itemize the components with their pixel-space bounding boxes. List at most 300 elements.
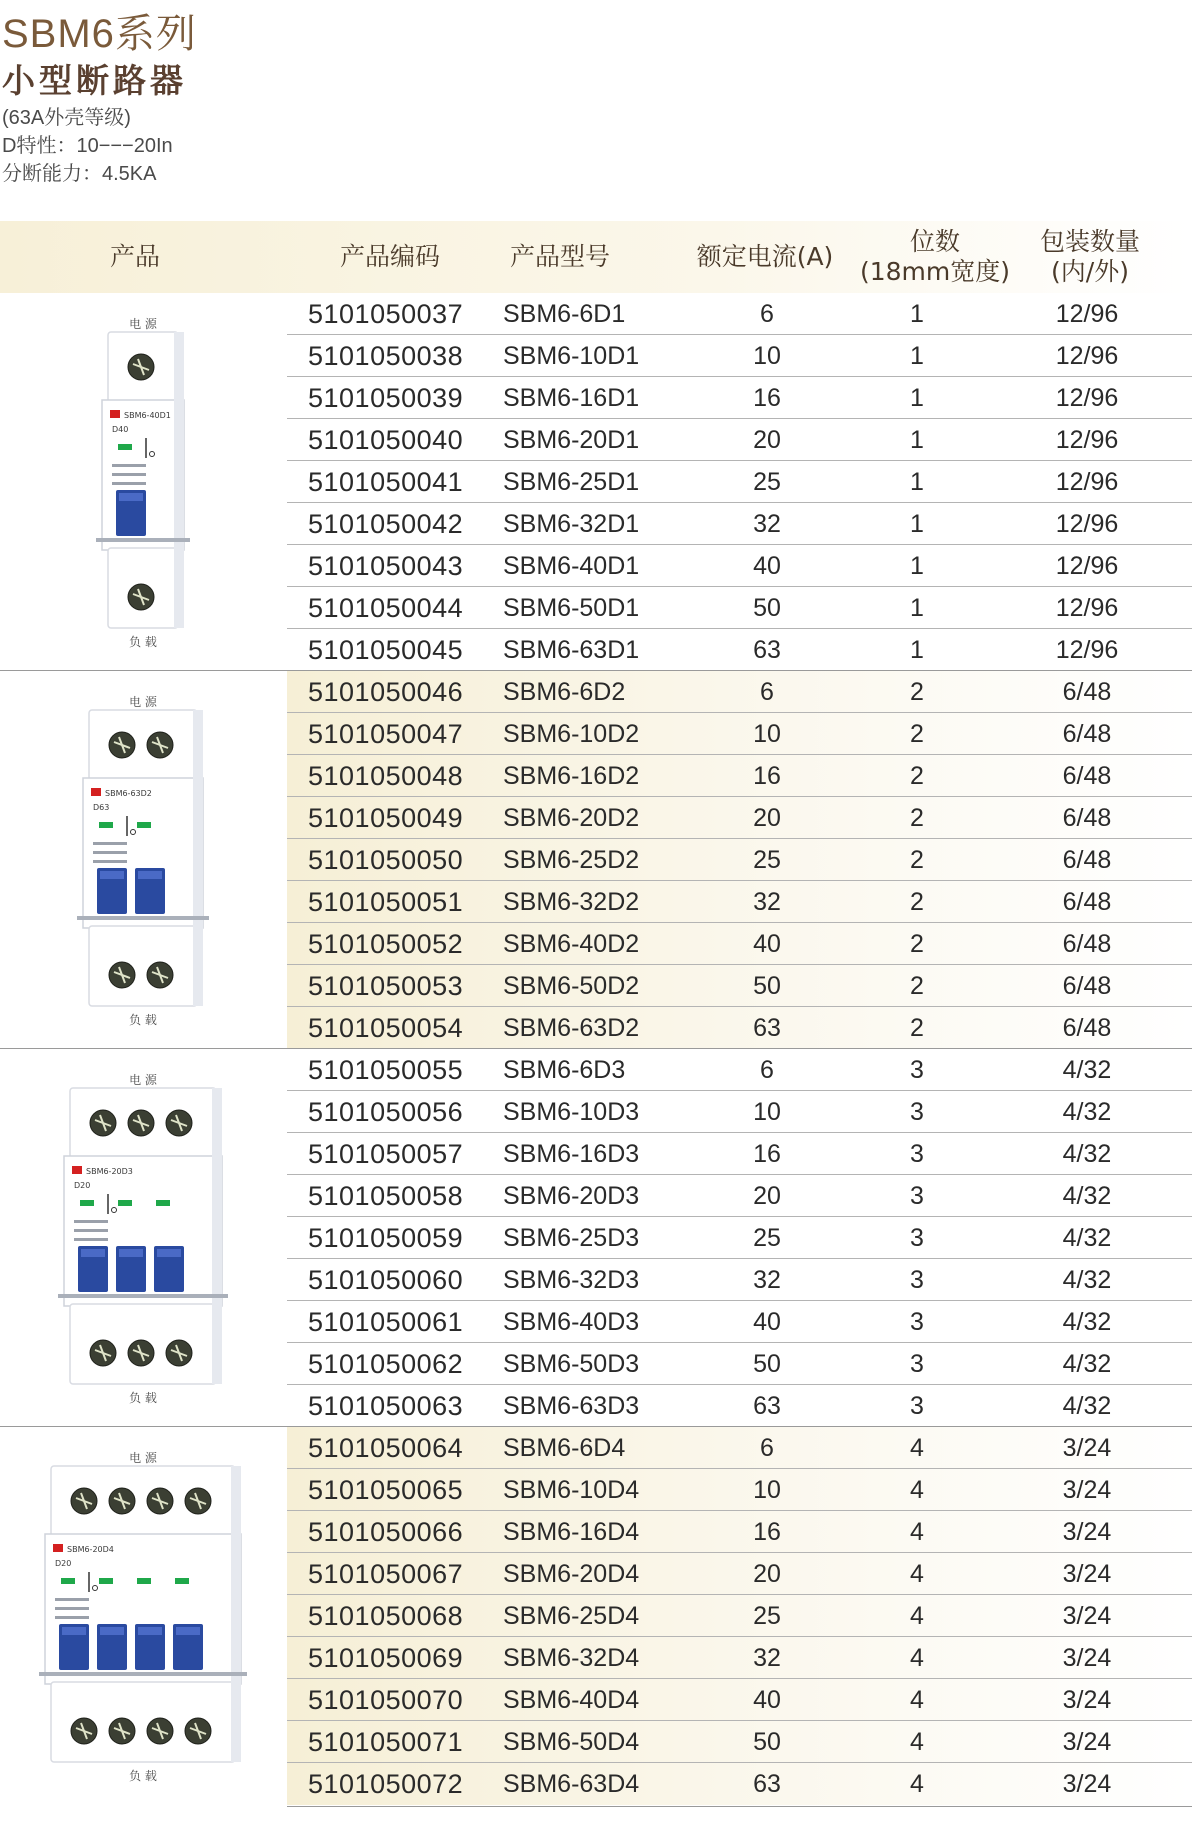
product-code-cell: 5101050061 <box>308 1306 464 1337</box>
product-code-cell: 5101050056 <box>308 1096 464 1127</box>
rated-current-cell: 6 <box>760 1433 774 1462</box>
product-model-cell: SBM6-6D2 <box>503 677 626 706</box>
breaker-rating-label: D40 <box>111 425 128 434</box>
product-code-cell: 5101050058 <box>308 1180 464 1211</box>
table-row <box>287 545 1192 587</box>
table-bottom-rule <box>287 1806 1192 1807</box>
product-model-cell: SBM6-20D3 <box>503 1181 640 1210</box>
product-model-cell: SBM6-16D4 <box>503 1517 640 1546</box>
poles-cell: 1 <box>910 341 924 370</box>
breaker-rating-label: D20 <box>73 1181 90 1190</box>
packing-qty-cell: 4/32 <box>1062 1223 1112 1252</box>
toggle-highlight <box>62 1627 86 1635</box>
din-rail <box>39 1672 247 1676</box>
toggle-highlight <box>176 1627 200 1635</box>
table-row <box>287 1133 1192 1175</box>
poles-cell: 2 <box>910 677 924 706</box>
product-model-cell: SBM6-6D3 <box>503 1055 626 1084</box>
breaker-line-label: 电 源 <box>128 1451 157 1465</box>
table-row <box>287 1679 1192 1721</box>
packing-qty-cell: 4/32 <box>1062 1181 1112 1210</box>
table-row <box>287 881 1192 923</box>
rated-current-cell: 40 <box>753 551 781 580</box>
product-code-cell: 5101050071 <box>308 1726 464 1757</box>
product-code-cell: 5101050053 <box>308 970 464 1001</box>
table-row <box>287 1511 1192 1553</box>
rated-current-cell: 32 <box>753 1265 781 1294</box>
poles-cell: 2 <box>910 845 924 874</box>
breaker-illustration <box>35 1446 251 1786</box>
product-model-cell: SBM6-50D1 <box>503 593 640 622</box>
packing-qty-cell: 4/32 <box>1062 1139 1112 1168</box>
rated-current-cell: 50 <box>753 1349 781 1378</box>
product-model-cell: SBM6-63D3 <box>503 1391 640 1420</box>
poles-cell: 4 <box>910 1433 924 1462</box>
status-indicator-icon <box>137 822 151 828</box>
spec-text-lines <box>74 1220 108 1223</box>
table-row <box>287 503 1192 545</box>
table-row <box>287 629 1192 671</box>
brand-logo-icon <box>91 788 101 796</box>
spec-breaking-capacity: 分断能力：4.5KA <box>2 163 157 185</box>
product-code-cell: 5101050050 <box>308 844 464 875</box>
product-model-cell: SBM6-20D4 <box>503 1559 640 1588</box>
table-row <box>287 1763 1192 1805</box>
rated-current-cell: 25 <box>753 467 781 496</box>
status-indicator-icon <box>99 1578 113 1584</box>
spec-text-lines <box>55 1616 89 1619</box>
rated-current-cell: 16 <box>753 1517 781 1546</box>
rated-current-cell: 6 <box>760 1055 774 1084</box>
poles-cell: 4 <box>910 1559 924 1588</box>
toggle-highlight <box>100 871 124 879</box>
breaker-illustration <box>73 690 213 1030</box>
product-code-cell: 5101050041 <box>308 466 464 497</box>
product-code-cell: 5101050060 <box>308 1264 464 1295</box>
packing-qty-cell: 4/32 <box>1062 1097 1112 1126</box>
product-code-cell: 5101050059 <box>308 1222 464 1253</box>
product-code-cell: 5101050043 <box>308 550 464 581</box>
packing-qty-cell: 3/24 <box>1062 1685 1112 1714</box>
poles-cell: 4 <box>910 1475 924 1504</box>
rated-current-cell: 16 <box>753 761 781 790</box>
packing-qty-cell: 3/24 <box>1062 1559 1112 1588</box>
product-model-cell: SBM6-32D3 <box>503 1265 640 1294</box>
product-model-cell: SBM6-50D2 <box>503 971 640 1000</box>
product-code-cell: 5101050039 <box>308 382 464 413</box>
poles-cell: 4 <box>910 1601 924 1630</box>
product-code-cell: 5101050055 <box>308 1054 464 1085</box>
table-row <box>287 1385 1192 1427</box>
packing-qty-cell: 6/48 <box>1062 761 1112 790</box>
packing-qty-cell: 12/96 <box>1055 383 1119 412</box>
packing-qty-cell: 6/48 <box>1062 971 1112 1000</box>
packing-qty-cell: 12/96 <box>1055 551 1119 580</box>
packing-qty-cell: 12/96 <box>1055 509 1119 538</box>
packing-qty-cell: 6/48 <box>1062 803 1112 832</box>
poles-cell: 4 <box>910 1727 924 1756</box>
rated-current-cell: 16 <box>753 1139 781 1168</box>
product-model-cell: SBM6-10D4 <box>503 1475 640 1504</box>
breaker-load-label: 负 载 <box>128 1013 157 1027</box>
table-row <box>287 839 1192 881</box>
product-code-cell: 5101050062 <box>308 1348 464 1379</box>
rated-current-cell: 63 <box>753 635 781 664</box>
spec-text-lines <box>93 842 127 845</box>
product-code-cell: 5101050054 <box>308 1012 464 1043</box>
table-row <box>287 377 1192 419</box>
series-title: SBM6系列 <box>2 12 197 56</box>
packing-qty-cell: 12/96 <box>1055 425 1119 454</box>
poles-cell: 3 <box>910 1265 924 1294</box>
toggle-highlight <box>119 1249 143 1257</box>
packing-qty-cell: 6/48 <box>1062 1013 1112 1042</box>
product-code-cell: 5101050046 <box>308 676 464 707</box>
packing-qty-cell: 4/32 <box>1062 1349 1112 1378</box>
product-code-cell: 5101050047 <box>308 718 464 749</box>
toggle-highlight <box>138 871 162 879</box>
product-model-cell: SBM6-50D3 <box>503 1349 640 1378</box>
product-code-cell: 5101050040 <box>308 424 464 455</box>
product-model-cell: SBM6-63D1 <box>503 635 640 664</box>
poles-cell: 3 <box>910 1349 924 1378</box>
table-row <box>287 797 1192 839</box>
product-group <box>0 1049 1200 1427</box>
packing-qty-cell: 3/24 <box>1062 1727 1112 1756</box>
rated-current-cell: 10 <box>753 719 781 748</box>
poles-cell: 4 <box>910 1517 924 1546</box>
product-model-cell: SBM6-50D4 <box>503 1727 640 1756</box>
toggle-highlight <box>100 1627 124 1635</box>
table-row <box>287 1007 1192 1049</box>
poles-cell: 2 <box>910 761 924 790</box>
poles-cell: 1 <box>910 551 924 580</box>
poles-cell: 4 <box>910 1685 924 1714</box>
packing-qty-cell: 4/32 <box>1062 1307 1112 1336</box>
rated-current-cell: 6 <box>760 677 774 706</box>
packing-qty-cell: 12/96 <box>1055 467 1119 496</box>
rated-current-cell: 40 <box>753 1307 781 1336</box>
table-row <box>287 1175 1192 1217</box>
product-model-cell: SBM6-10D2 <box>503 719 640 748</box>
rated-current-cell: 40 <box>753 929 781 958</box>
product-model-cell: SBM6-40D1 <box>503 551 640 580</box>
packing-qty-cell: 3/24 <box>1062 1475 1112 1504</box>
poles-cell: 2 <box>910 1013 924 1042</box>
product-model-cell: SBM6-25D1 <box>503 467 640 496</box>
rated-current-cell: 63 <box>753 1391 781 1420</box>
toggle-highlight <box>119 493 143 501</box>
table-row <box>287 335 1192 377</box>
product-code-cell: 5101050070 <box>308 1684 464 1715</box>
rated-current-cell: 20 <box>753 803 781 832</box>
1-pole-breaker-icon <box>0 293 285 671</box>
4-pole-breaker-icon <box>0 1427 285 1805</box>
table-row <box>287 1637 1192 1679</box>
status-indicator-icon <box>118 1200 132 1206</box>
rated-current-cell: 6 <box>760 299 774 328</box>
breaker-rating-label: D20 <box>54 1559 71 1568</box>
rated-current-cell: 50 <box>753 971 781 1000</box>
spec-characteristic: D特性：10−−−20In <box>2 135 173 157</box>
product-code-cell: 5101050042 <box>308 508 464 539</box>
spec-text-lines <box>74 1229 108 1232</box>
table-row <box>287 1721 1192 1763</box>
product-name: 小型断路器 <box>2 61 187 100</box>
product-model-cell: SBM6-32D2 <box>503 887 640 916</box>
product-group <box>0 671 1200 1049</box>
spec-text-lines <box>55 1607 89 1610</box>
column-header-poles: 位数 (18mm宽度) <box>859 227 1011 286</box>
rated-current-cell: 50 <box>753 1727 781 1756</box>
product-code-cell: 5101050038 <box>308 340 464 371</box>
table-row <box>287 587 1192 629</box>
rated-current-cell: 20 <box>753 425 781 454</box>
product-model-cell: SBM6-6D4 <box>503 1433 626 1462</box>
product-model-cell: SBM6-32D1 <box>503 509 640 538</box>
poles-cell: 2 <box>910 719 924 748</box>
3-pole-breaker-icon <box>0 1049 285 1427</box>
poles-cell: 3 <box>910 1391 924 1420</box>
column-header-pack: 包装数量 (内/外) <box>1039 227 1140 286</box>
packing-qty-cell: 3/24 <box>1062 1643 1112 1672</box>
product-code-cell: 5101050065 <box>308 1474 464 1505</box>
breaker-line-label: 电 源 <box>128 317 157 331</box>
spec-text-lines <box>93 851 127 854</box>
spec-text-lines <box>112 464 146 467</box>
poles-cell: 1 <box>910 299 924 328</box>
product-code-cell: 5101050063 <box>308 1390 464 1421</box>
product-code-cell: 5101050066 <box>308 1516 464 1547</box>
poles-cell: 1 <box>910 425 924 454</box>
breaker-model-label: SBM6-40D1 <box>123 411 171 420</box>
poles-cell: 3 <box>910 1307 924 1336</box>
product-model-cell: SBM6-25D2 <box>503 845 640 874</box>
product-model-cell: SBM6-10D1 <box>503 341 640 370</box>
product-code-cell: 5101050067 <box>308 1558 464 1589</box>
table-header <box>0 221 1190 293</box>
brand-logo-icon <box>53 1544 63 1552</box>
poles-cell: 1 <box>910 467 924 496</box>
breaker-load-label: 负 载 <box>128 1769 157 1783</box>
product-code-cell: 5101050069 <box>308 1642 464 1673</box>
poles-cell: 3 <box>910 1139 924 1168</box>
rated-current-cell: 20 <box>753 1559 781 1588</box>
product-model-cell: SBM6-40D2 <box>503 929 640 958</box>
table-row <box>287 755 1192 797</box>
spec-text-lines <box>112 473 146 476</box>
packing-qty-cell: 12/96 <box>1055 635 1119 664</box>
product-model-cell: SBM6-16D3 <box>503 1139 640 1168</box>
product-model-cell: SBM6-10D3 <box>503 1097 640 1126</box>
table-row <box>287 1343 1192 1385</box>
column-header-product: 产品 <box>109 242 160 271</box>
column-header-model: 产品型号 <box>509 242 610 271</box>
rated-current-cell: 50 <box>753 593 781 622</box>
rated-current-cell: 10 <box>753 1097 781 1126</box>
product-model-cell: SBM6-40D4 <box>503 1685 640 1714</box>
table-row <box>287 1553 1192 1595</box>
poles-cell: 1 <box>910 593 924 622</box>
product-code-cell: 5101050048 <box>308 760 464 791</box>
packing-qty-cell: 6/48 <box>1062 887 1112 916</box>
table-row <box>287 923 1192 965</box>
breaker-side-shade <box>231 1466 241 1762</box>
product-code-cell: 5101050064 <box>308 1432 464 1463</box>
rated-current-cell: 63 <box>753 1769 781 1798</box>
product-code-cell: 5101050037 <box>308 298 464 329</box>
breaker-model-label: SBM6-20D4 <box>66 1545 114 1554</box>
poles-cell: 3 <box>910 1223 924 1252</box>
rated-current-cell: 32 <box>753 887 781 916</box>
poles-cell: 2 <box>910 971 924 1000</box>
rated-current-cell: 16 <box>753 383 781 412</box>
table-row <box>287 1595 1192 1637</box>
table-row <box>287 671 1192 713</box>
product-code-cell: 5101050051 <box>308 886 464 917</box>
poles-cell: 3 <box>910 1055 924 1084</box>
toggle-highlight <box>157 1249 181 1257</box>
toggle-highlight <box>81 1249 105 1257</box>
breaker-model-label: SBM6-63D2 <box>104 789 152 798</box>
product-group <box>0 293 1200 671</box>
poles-cell: 1 <box>910 635 924 664</box>
product-model-cell: SBM6-20D2 <box>503 803 640 832</box>
packing-qty-cell: 3/24 <box>1062 1601 1112 1630</box>
product-code-cell: 5101050045 <box>308 634 464 665</box>
product-code-cell: 5101050068 <box>308 1600 464 1631</box>
table-row <box>287 1091 1192 1133</box>
breaker-side-shade <box>212 1088 222 1384</box>
table-row <box>287 1259 1192 1301</box>
status-indicator-icon <box>61 1578 75 1584</box>
product-model-cell: SBM6-16D2 <box>503 761 640 790</box>
packing-qty-cell: 6/48 <box>1062 719 1112 748</box>
status-indicator-icon <box>118 444 132 450</box>
table-row <box>287 1049 1192 1091</box>
product-code-cell: 5101050072 <box>308 1768 464 1799</box>
breaker-illustration <box>54 1068 232 1408</box>
table-row <box>287 293 1192 335</box>
breaker-model-label: SBM6-20D3 <box>85 1167 133 1176</box>
packing-qty-cell: 12/96 <box>1055 299 1119 328</box>
status-indicator-icon <box>99 822 113 828</box>
spec-text-lines <box>74 1238 108 1241</box>
product-model-cell: SBM6-63D4 <box>503 1769 640 1798</box>
product-code-cell: 5101050049 <box>308 802 464 833</box>
column-header-code: 产品编码 <box>339 242 440 271</box>
2-pole-breaker-icon <box>0 671 285 1049</box>
product-model-cell: SBM6-32D4 <box>503 1643 640 1672</box>
rated-current-cell: 40 <box>753 1685 781 1714</box>
packing-qty-cell: 6/48 <box>1062 929 1112 958</box>
rated-current-cell: 32 <box>753 509 781 538</box>
product-model-cell: SBM6-63D2 <box>503 1013 640 1042</box>
spec-text-lines <box>55 1598 89 1601</box>
product-model-cell: SBM6-25D4 <box>503 1601 640 1630</box>
column-header-current: 额定电流(A) <box>696 242 834 271</box>
poles-cell: 3 <box>910 1097 924 1126</box>
poles-cell: 1 <box>910 509 924 538</box>
page-header <box>2 10 197 188</box>
breaker-bottom-housing <box>89 926 197 1006</box>
toggle-highlight <box>138 1627 162 1635</box>
product-model-cell: SBM6-20D1 <box>503 425 640 454</box>
rated-current-cell: 63 <box>753 1013 781 1042</box>
table-row <box>287 1427 1192 1469</box>
product-model-cell: SBM6-6D1 <box>503 299 626 328</box>
packing-qty-cell: 4/32 <box>1062 1055 1112 1084</box>
breaker-rating-label: D63 <box>92 803 109 812</box>
packing-qty-cell: 3/24 <box>1062 1769 1112 1798</box>
product-group <box>0 1427 1200 1805</box>
poles-cell: 4 <box>910 1769 924 1798</box>
packing-qty-cell: 4/32 <box>1062 1391 1112 1420</box>
packing-qty-cell: 3/24 <box>1062 1433 1112 1462</box>
rated-current-cell: 25 <box>753 1223 781 1252</box>
table-row <box>287 1217 1192 1259</box>
status-indicator-icon <box>175 1578 189 1584</box>
breaker-line-label: 电 源 <box>128 1073 157 1087</box>
breaker-load-label: 负 载 <box>128 1391 157 1405</box>
breaker-side-shade <box>193 710 203 1006</box>
brand-logo-icon <box>72 1166 82 1174</box>
product-model-cell: SBM6-25D3 <box>503 1223 640 1252</box>
poles-cell: 3 <box>910 1181 924 1210</box>
table-row <box>287 419 1192 461</box>
spec-text-lines <box>112 482 146 485</box>
status-indicator-icon <box>137 1578 151 1584</box>
brand-logo-icon <box>110 410 120 418</box>
status-indicator-icon <box>156 1200 170 1206</box>
rated-current-cell: 25 <box>753 845 781 874</box>
packing-qty-cell: 4/32 <box>1062 1265 1112 1294</box>
poles-cell: 1 <box>910 383 924 412</box>
rated-current-cell: 20 <box>753 1181 781 1210</box>
packing-qty-cell: 6/48 <box>1062 677 1112 706</box>
table-row <box>287 965 1192 1007</box>
rated-current-cell: 10 <box>753 1475 781 1504</box>
spec-text-lines <box>93 860 127 863</box>
rated-current-cell: 10 <box>753 341 781 370</box>
rated-current-cell: 32 <box>753 1643 781 1672</box>
breaker-line-label: 电 源 <box>128 695 157 709</box>
product-model-cell: SBM6-16D1 <box>503 383 640 412</box>
poles-cell: 2 <box>910 929 924 958</box>
packing-qty-cell: 12/96 <box>1055 593 1119 622</box>
packing-qty-cell: 6/48 <box>1062 845 1112 874</box>
spec-housing: (63A外壳等级) <box>2 107 131 129</box>
status-indicator-icon <box>80 1200 94 1206</box>
table-row <box>287 713 1192 755</box>
product-code-cell: 5101050052 <box>308 928 464 959</box>
poles-cell: 4 <box>910 1643 924 1672</box>
din-rail <box>96 538 190 542</box>
rated-current-cell: 25 <box>753 1601 781 1630</box>
packing-qty-cell: 12/96 <box>1055 341 1119 370</box>
table-row <box>287 461 1192 503</box>
product-model-cell: SBM6-40D3 <box>503 1307 640 1336</box>
breaker-top-housing <box>89 710 197 780</box>
breaker-side-shade <box>174 332 184 628</box>
din-rail <box>58 1294 228 1298</box>
table-row <box>287 1301 1192 1343</box>
poles-cell: 2 <box>910 887 924 916</box>
table-row <box>287 1469 1192 1511</box>
product-code-cell: 5101050057 <box>308 1138 464 1169</box>
packing-qty-cell: 3/24 <box>1062 1517 1112 1546</box>
din-rail <box>77 916 209 920</box>
